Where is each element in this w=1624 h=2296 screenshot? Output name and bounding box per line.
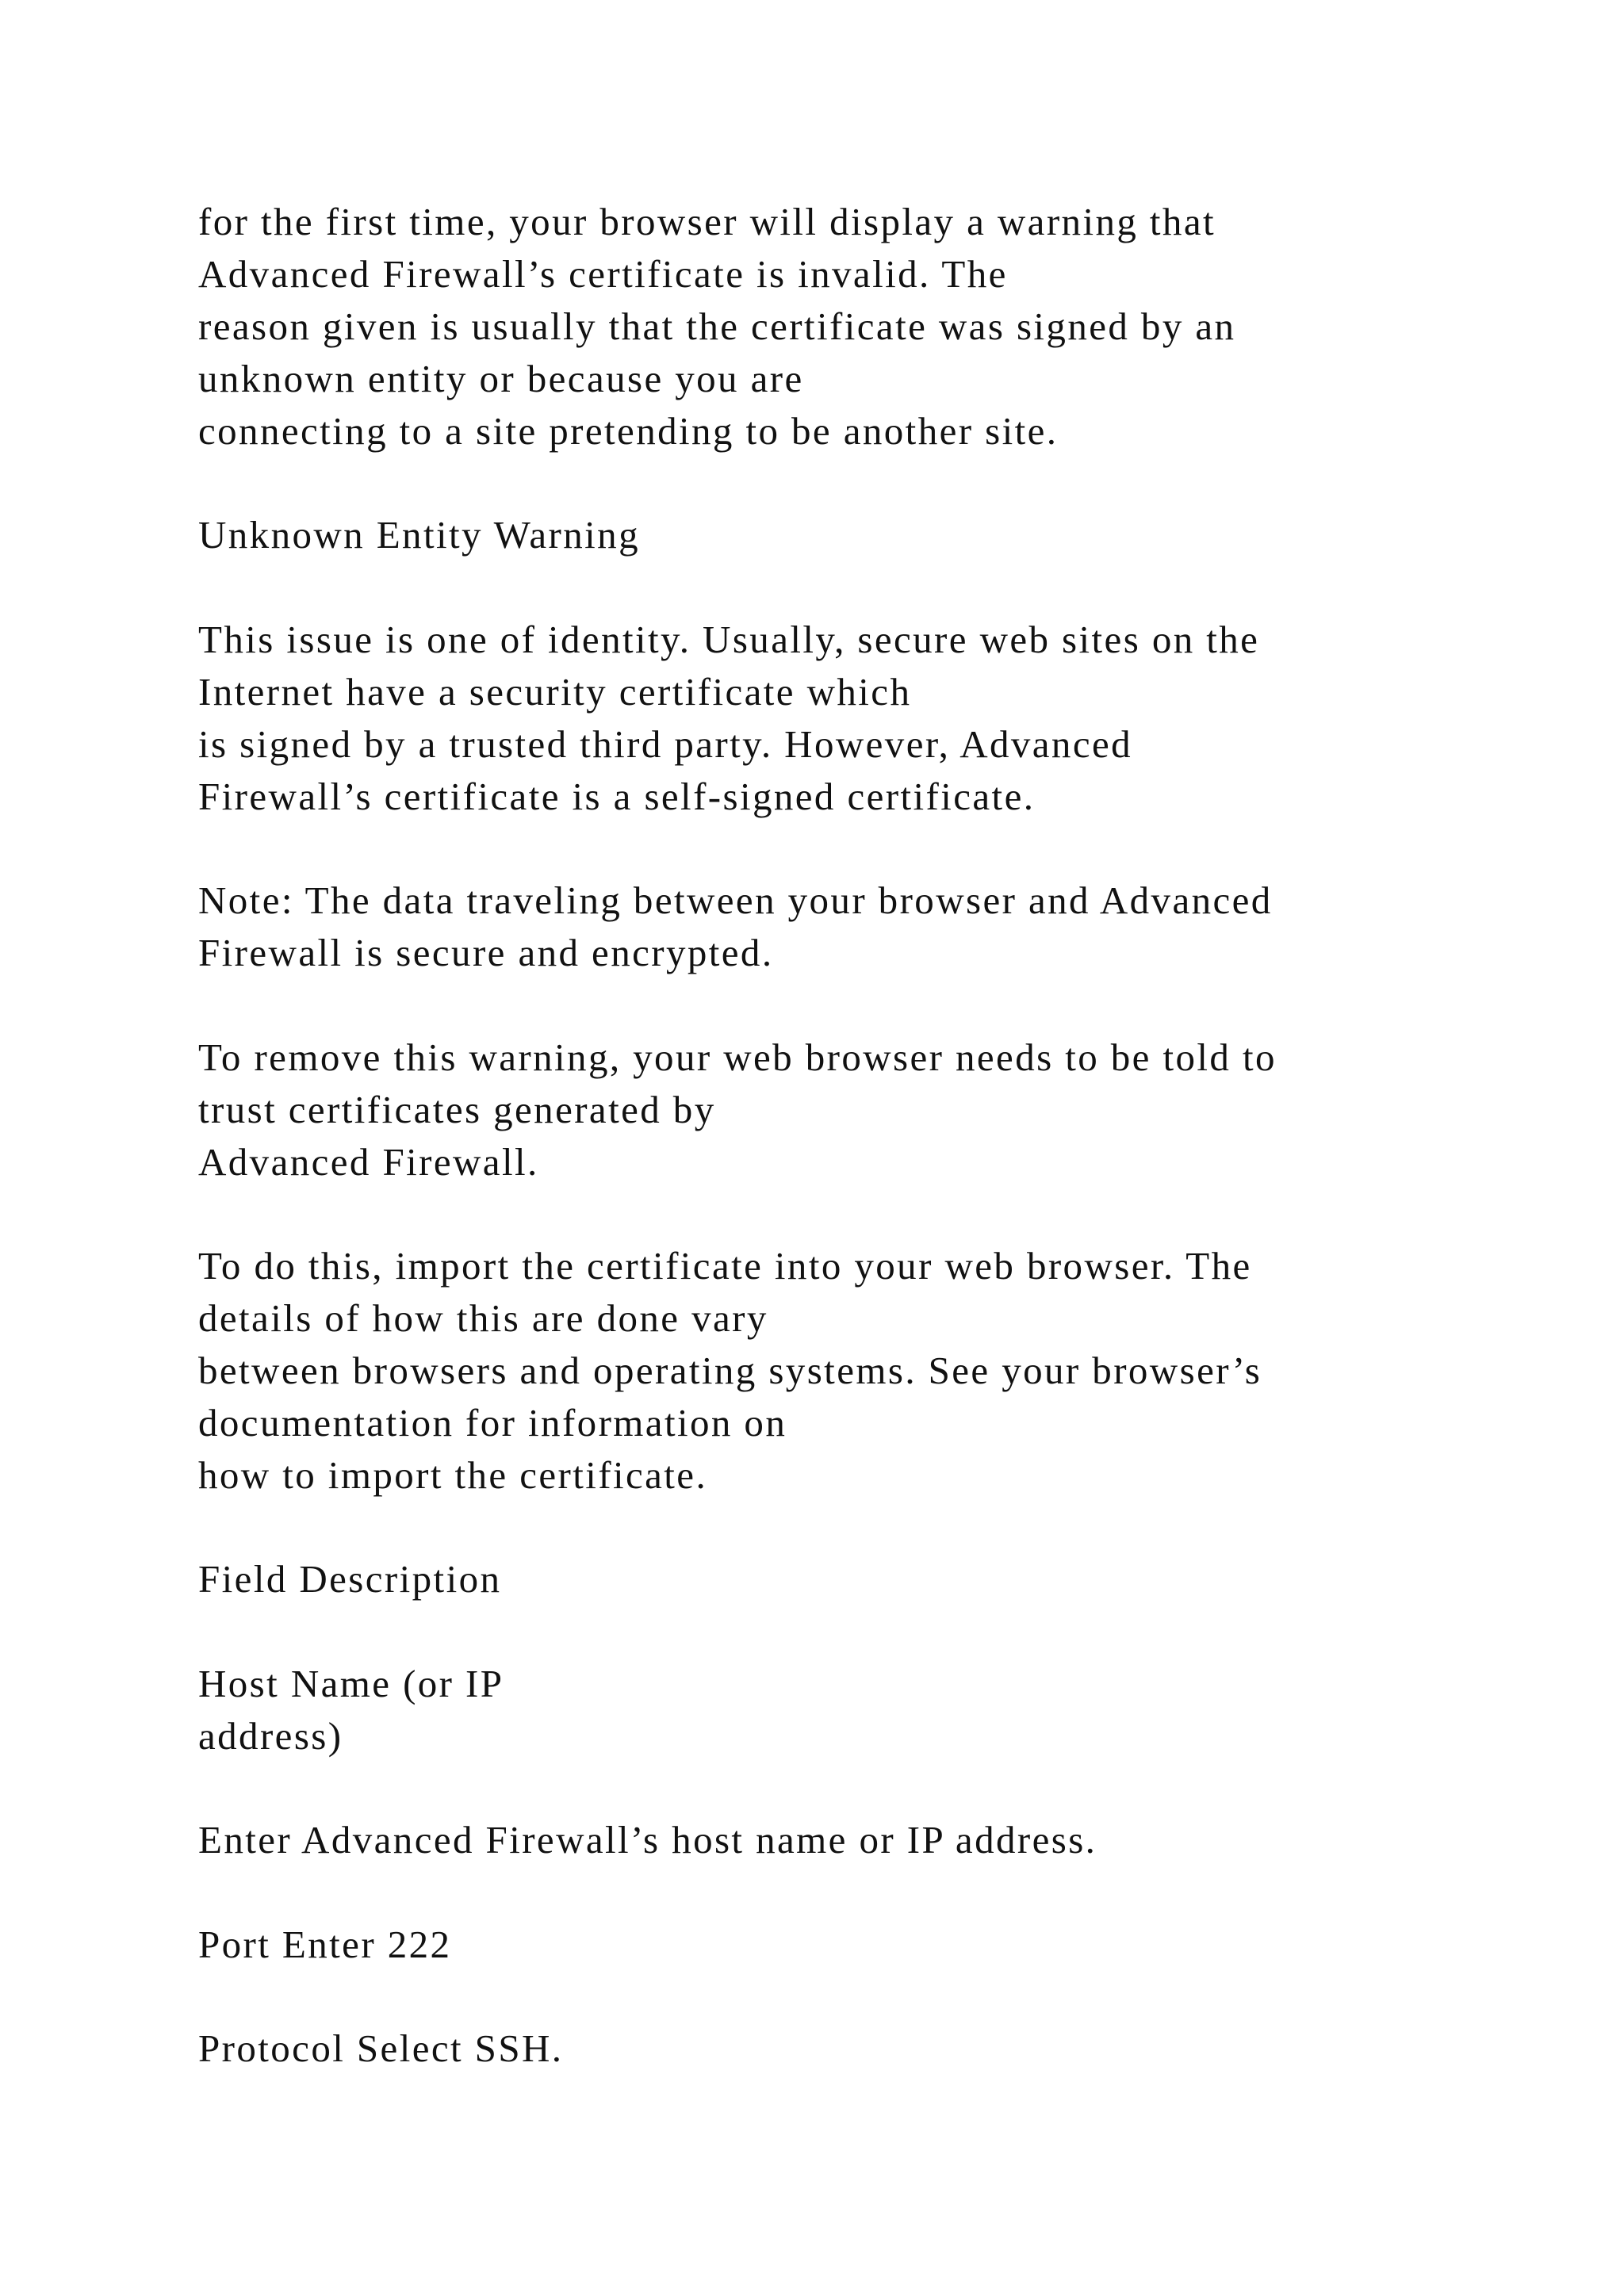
field-name: Host Name (or IP [198,1662,504,1705]
field-name: address) [198,1714,343,1758]
text-line: for the first time, your browser will display a warning that [198,200,1216,243]
text-line: how to import the certificate. [198,1453,708,1497]
text-line: details of how this are done vary [198,1296,768,1340]
text-line: Internet have a security certificate which [198,670,912,714]
text-line: To do this, import the certificate into your web browser. The [198,1244,1252,1288]
table-header: Field Description [198,1557,502,1601]
text-line: documentation for information on [198,1401,787,1445]
text-line: Advanced Firewall’s certificate is invalid. The [198,252,1008,296]
text-line: connecting to a site pretending to be another site. [198,409,1059,453]
text-line: unknown entity or because you are [198,357,804,400]
text-line: Advanced Firewall. [198,1140,539,1184]
text-line: This issue is one of identity. Usually, secure web sites on the [198,618,1260,661]
text-line: To remove this warning, your web browser needs to be told to [198,1035,1277,1079]
section-heading: Unknown Entity Warning [198,513,640,557]
note-line: Firewall is secure and encrypted. [198,931,774,974]
field-description: Enter Advanced Firewall’s host name or IP address. [198,1818,1097,1862]
text-line: trust certificates generated by [198,1088,716,1131]
field-row: Protocol Select SSH. [198,2026,564,2070]
text-line: reason given is usually that the certificate was signed by an [198,304,1236,348]
text-line: is signed by a trusted third party. However, Advanced [198,722,1133,766]
text-line: between browsers and operating systems. See your browser’s [198,1349,1262,1392]
note-line: Note: The data traveling between your browser and Advanced [198,878,1273,922]
field-row: Port Enter 222 [198,1923,452,1966]
text-line: Firewall’s certificate is a self-signed certificate. [198,775,1036,818]
